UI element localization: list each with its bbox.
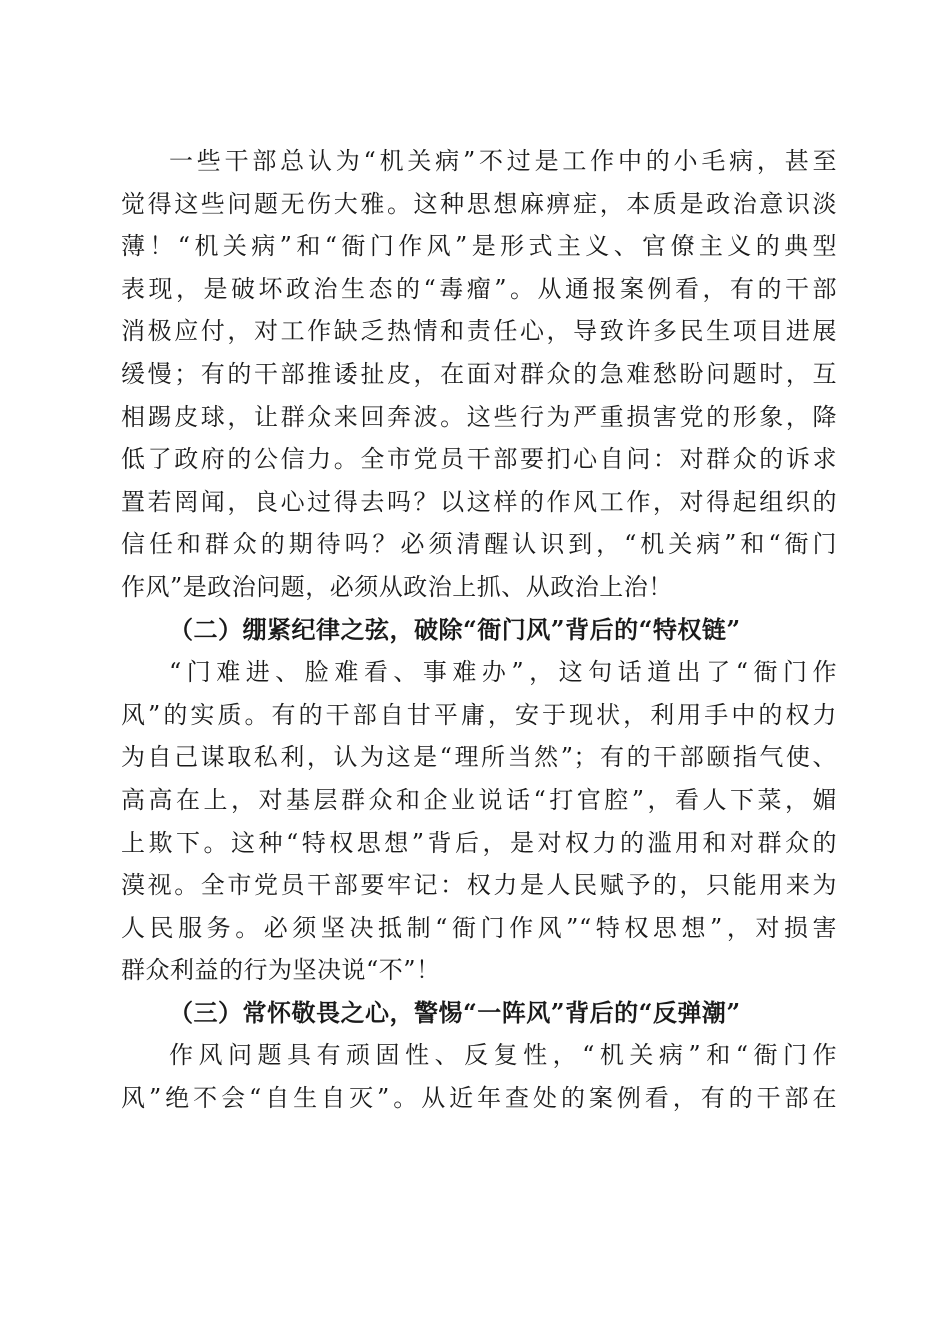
text-line: 薄！“机关病”和“衙门作风”是形式主义、官僚主义的典型 xyxy=(121,232,837,261)
text-line: 置若罔闻，良心过得去吗？以这样的作风工作，对得起组织的 xyxy=(121,487,837,516)
text-line: 信任和群众的期待吗？必须清醒认识到，“机关病”和“衙门 xyxy=(121,530,837,559)
text-line: 风”绝不会“自生自灭”。从近年查处的案例看，有的干部在 xyxy=(121,1084,837,1113)
text-line: 漠视。全市党员干部要牢记：权力是人民赋予的，只能用来为 xyxy=(121,871,837,900)
text-line: 作风”是政治问题，必须从政治上抓、从政治上治！ xyxy=(121,572,673,601)
text-line: 人民服务。必须坚决抵制“衙门作风”“特权思想”，对损害 xyxy=(121,913,837,942)
text-line: 为自己谋取私利，认为这是“理所当然”；有的干部颐指气使、 xyxy=(121,743,837,772)
text-line: 一些干部总认为“机关病”不过是工作中的小毛病，甚至 xyxy=(169,147,837,175)
paragraph-3 xyxy=(121,1034,837,1119)
section-heading-3: （三）常怀敬畏之心，警惕“一阵风”背后的“反弹潮” xyxy=(169,997,741,1027)
document-body xyxy=(121,140,837,1120)
text-line: “门难进、脸难看、事难办”，这句话道出了“衙门作 xyxy=(169,658,837,687)
text-line: 缓慢；有的干部推诿扯皮，在面对群众的急难愁盼问题时，互 xyxy=(121,359,837,388)
text-line: 消极应付，对工作缺乏热情和责任心，导致许多民生项目进展 xyxy=(121,317,837,346)
text-line: 风”的实质。有的干部自甘平庸，安于现状，利用手中的权力 xyxy=(121,700,837,729)
paragraph-2 xyxy=(121,651,837,992)
text-line: 低了政府的公信力。全市党员干部要扪心自问：对群众的诉求 xyxy=(121,445,837,474)
paragraph-1 xyxy=(121,140,837,609)
text-line: 觉得这些问题无伤大雅。这种思想麻痹症，本质是政治意识淡 xyxy=(121,189,837,218)
text-line: 高高在上，对基层群众和企业说话“打官腔”，看人下菜，媚 xyxy=(121,785,837,814)
text-line: 作风问题具有顽固性、反复性，“机关病”和“衙门作 xyxy=(169,1041,837,1070)
text-line: 群众利益的行为坚决说“不”！ xyxy=(121,956,441,985)
text-line: 表现，是破坏政治生态的“毒瘤”。从通报案例看，有的干部 xyxy=(121,274,837,303)
text-line: 上欺下。这种“特权思想”背后，是对权力的滥用和对群众的 xyxy=(121,828,837,857)
section-heading-2: （二）绷紧纪律之弦，破除“衙门风”背后的“特权链” xyxy=(169,614,741,644)
text-line: 相踢皮球，让群众来回奔波。这些行为严重损害党的形象，降 xyxy=(121,402,837,431)
